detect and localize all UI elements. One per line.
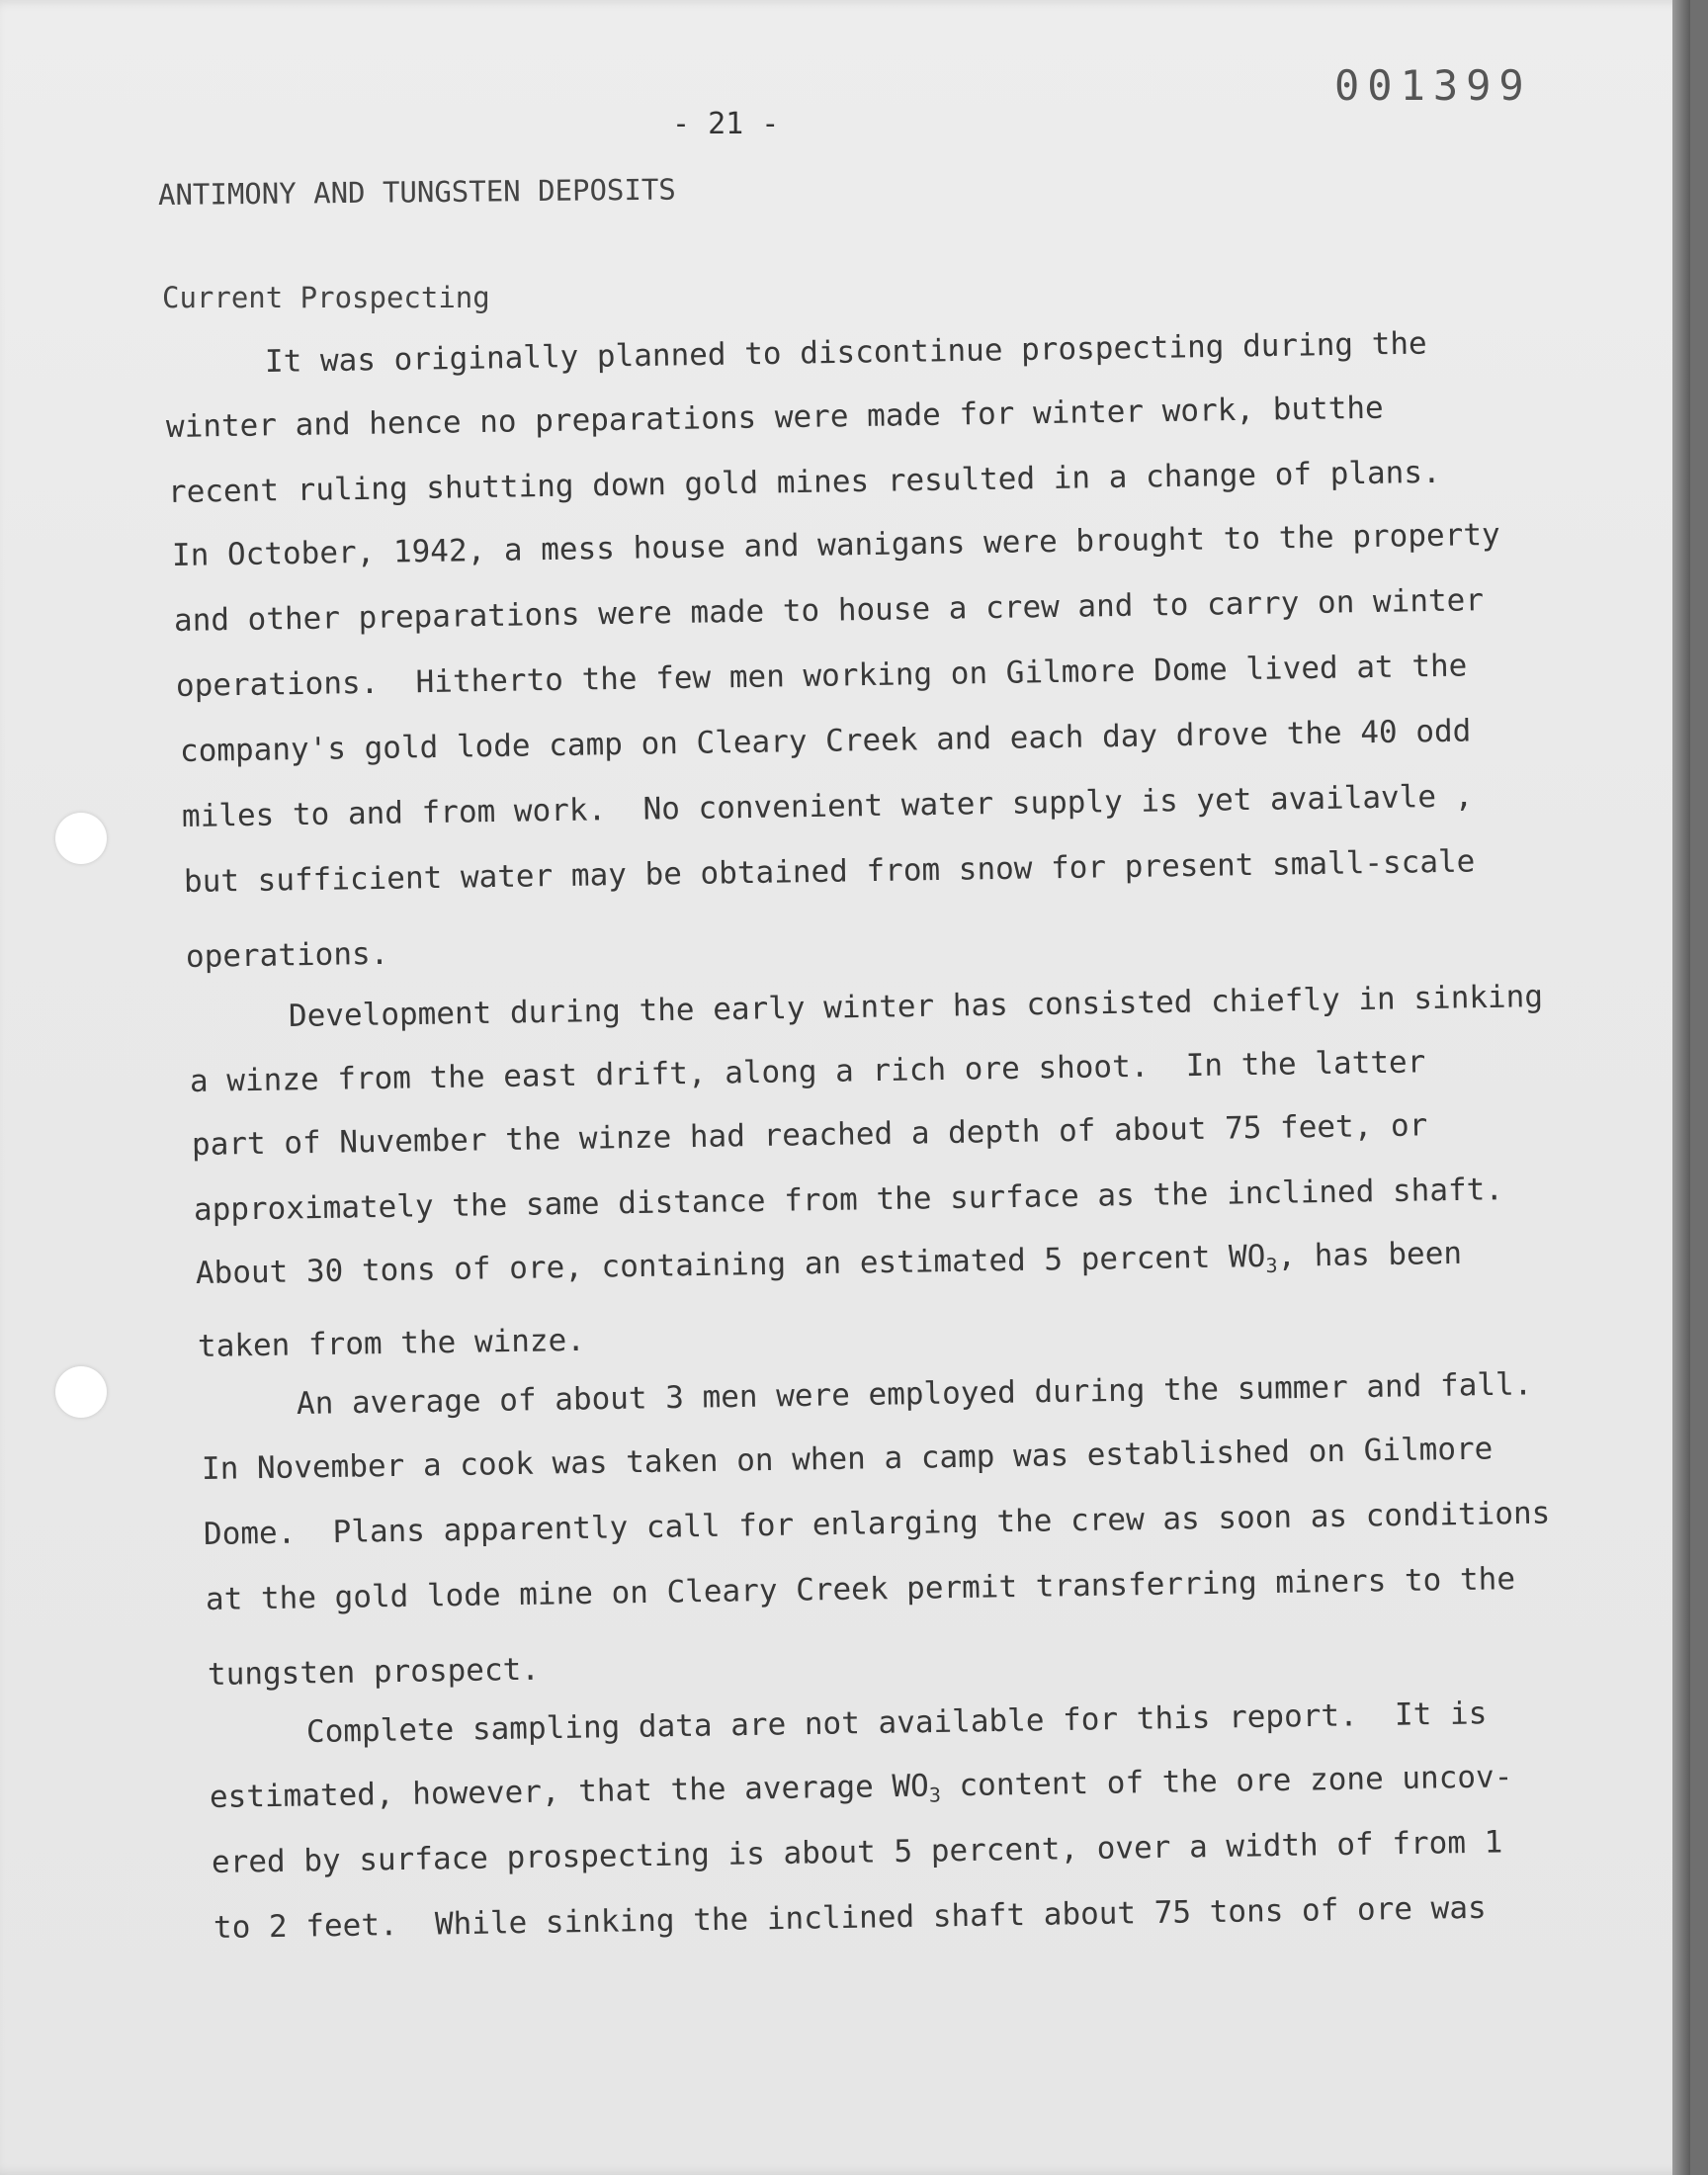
text-line [196,1236,1463,1294]
text-segment: content of the ore zone uncov- [940,1759,1513,1804]
text-line: to 2 feet. While sinking the inclined shaft about 75 tons of ore was [213,1889,1487,1946]
text-segment: estimated, however, that the average WO [209,1768,930,1815]
text-line: at the gold lode mine on Cleary Creek permit transferring miners to the [205,1561,1516,1617]
section-heading: ANTIMONY AND TUNGSTEN DEPOSITS [157,172,676,212]
text-line: miles to and from work. No convenient water supply is yet availavle , [181,778,1474,834]
text-line: Dome. Plans apparently call for enlarging the crew as soon as conditions [203,1495,1551,1552]
text-line: operations. Hitherto the few men working on Gilmore Dome lived at the [175,648,1468,704]
text-line: taken from the winze. [197,1322,586,1364]
document-stamp-number: 001399 [1334,61,1532,110]
text-line: but sufficient water may be obtained from snow for present small-scale [183,843,1476,900]
text-segment: , has been [1277,1235,1463,1274]
text-line: part of Nuvember the winze had reached a depth of about 75 feet, or [191,1107,1428,1163]
subsection-heading: Current Prospecting [162,281,490,314]
text-line: operations. [185,935,389,975]
text-line: and other preparations were made to house a crew and to carry on winter [173,582,1485,639]
text-line: a winze from the east drift, along a rich ore shoot. In the latter [189,1044,1426,1099]
text-line: approximately the same distance from the surface as the inclined shaft. [193,1172,1504,1228]
text-line: In November a cook was taken on when a camp was established on Gilmore [201,1431,1494,1487]
text-line: An average of about 3 men were employed during the summer and fall. [296,1366,1533,1422]
text-line: ered by surface prospecting is about 5 percent, over a width of from 1 [211,1824,1503,1880]
text-line: winter and hence no preparations were made for winter work, butthe [165,390,1384,445]
text-line [210,1759,1513,1818]
subscript: 3 [1265,1253,1278,1277]
text-line: recent ruling shutting down gold mines resulted in a change of plans. [167,454,1441,510]
text-line: In October, 1942, a mess house and wanigans were brought to the property [171,516,1500,573]
text-line: company's gold lode camp on Cleary Creek and each day drove the 40 odd [179,713,1472,769]
text-line: Complete sampling data are not available for this report. It is [305,1696,1488,1750]
punch-hole-lower [55,1366,107,1418]
text-segment: About 30 tons of ore, containing an estimated 5 percent WO [195,1238,1266,1291]
page-number: - 21 - [672,107,780,141]
subscript: 3 [928,1783,942,1807]
text-line: It was originally planned to discontinue prospecting during the [264,325,1427,380]
text-line: tungsten prospect. [207,1651,541,1693]
page-edge-shadow [1672,0,1690,2175]
punch-hole-upper [55,813,107,864]
text-line: Development during the early winter has consisted chiefly in sinking [288,979,1544,1034]
